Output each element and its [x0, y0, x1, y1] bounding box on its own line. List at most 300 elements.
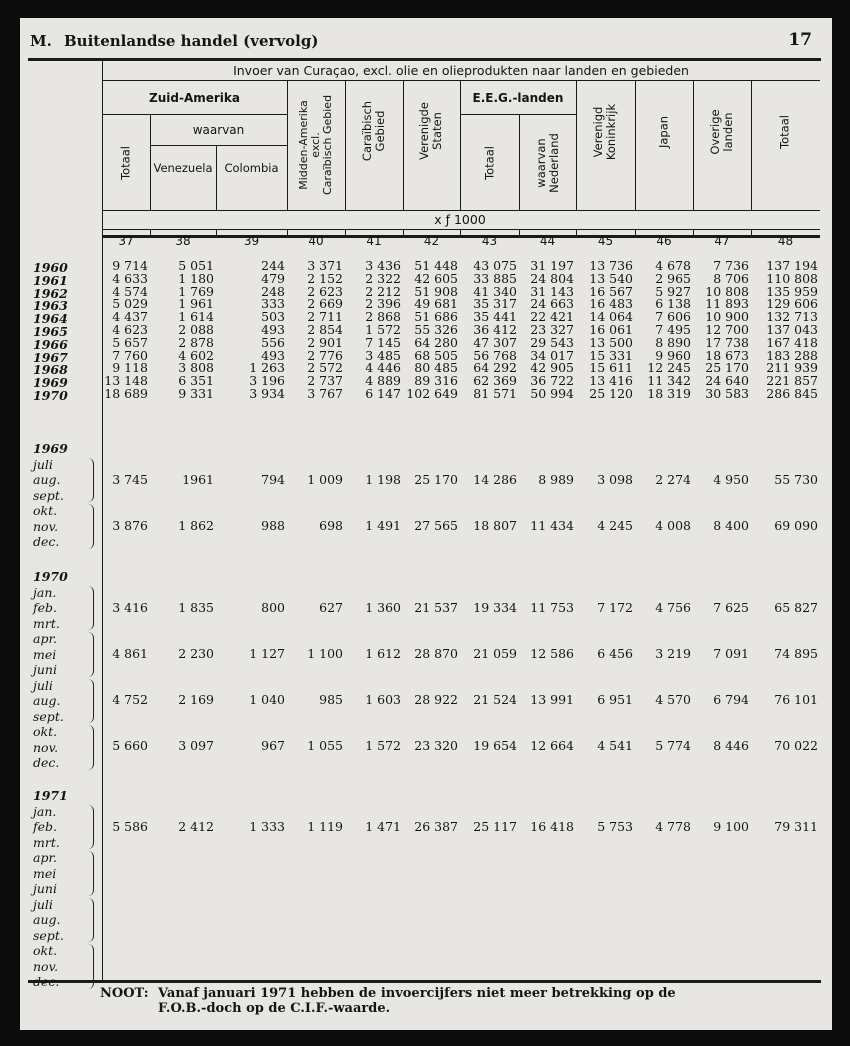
table-cell: 2 230 [178, 646, 214, 661]
table-cell: 4 446 [365, 360, 401, 376]
bracket [88, 898, 94, 943]
table-cell: 64 280 [414, 334, 458, 350]
table-cell: 36 412 [473, 322, 517, 337]
year-label: 1966 [33, 336, 68, 352]
table-cell: 25 120 [589, 386, 633, 401]
year-label: 1967 [33, 349, 68, 365]
col-divider [519, 114, 520, 210]
table-cell: 2 572 [307, 360, 343, 376]
table-cell: 74 895 [774, 646, 818, 661]
table-cell: 698 [319, 518, 343, 533]
table-cell: 2 412 [178, 819, 214, 834]
table-cell: 3 808 [178, 360, 214, 376]
table-cell: 137 194 [766, 258, 818, 273]
table-cell: 4 437 [112, 309, 148, 325]
col-divider [576, 80, 577, 210]
column-number: 38 [175, 234, 191, 248]
month-label: aug. [33, 693, 61, 708]
table-cell: 21 524 [473, 692, 517, 707]
table-cell: 794 [261, 472, 285, 487]
table-cell: 9 331 [178, 386, 214, 401]
table-cell: 7 172 [597, 600, 633, 615]
table-cell: 24 663 [530, 296, 574, 312]
table-cell: 135 959 [766, 283, 818, 299]
table-cell: 2 274 [655, 472, 691, 487]
table-cell: 3 196 [249, 373, 285, 389]
month-label: nov. [33, 739, 59, 755]
table-cell: 21 059 [473, 646, 517, 661]
year-label: 1960 [33, 260, 68, 275]
table-cell: 988 [261, 518, 285, 533]
year-label: 1968 [33, 362, 68, 378]
column-number: 45 [597, 234, 614, 248]
table-cell: 13 736 [589, 258, 633, 273]
col-divider [345, 80, 346, 210]
table-cell: 9 100 [713, 819, 749, 834]
table-cell: 4 778 [655, 819, 691, 834]
table-cell: 64 292 [473, 360, 517, 376]
table-cell: 12 586 [530, 646, 574, 661]
title-rule [102, 80, 820, 81]
group-rule [102, 114, 287, 115]
table-cell: 110 808 [766, 270, 818, 286]
year-label: 1963 [33, 298, 68, 314]
table-cell: 2 088 [178, 322, 214, 337]
table-cell: 8 400 [713, 518, 749, 533]
table-cell: 68 505 [414, 347, 458, 363]
table-cell: 6 351 [178, 373, 214, 389]
table-cell: 14 064 [589, 309, 633, 325]
bracket [88, 632, 94, 677]
column-number: 47 [714, 234, 730, 248]
table-cell: 137 043 [766, 322, 818, 337]
table-cell: 1 572 [365, 738, 401, 753]
table-cell: 2 901 [307, 334, 343, 350]
table-cell: 5 774 [655, 738, 691, 753]
table-cell: 18 673 [705, 347, 749, 363]
month-label: feb. [33, 819, 57, 834]
table-cell: 1 603 [365, 692, 401, 707]
col-midden-amerika: Midden-Amerika excl. Caraïbisch Gebied [297, 94, 334, 196]
table-cell: 13 416 [589, 373, 633, 389]
table-cell: 36 722 [530, 373, 574, 389]
table-cell: 3 098 [597, 472, 633, 487]
table-cell: 479 [261, 270, 285, 286]
table-cell: 13 500 [589, 334, 633, 350]
table-cell: 493 [261, 322, 285, 337]
table-cell: 6 456 [597, 646, 633, 661]
month-label: dec. [33, 755, 60, 770]
table-cell: 69 090 [774, 518, 818, 533]
table-cell: 7 091 [713, 646, 749, 661]
table-cell: 1 040 [249, 692, 285, 707]
table-cell: 42 905 [530, 360, 574, 376]
page-title: Buitenlandse handel (vervolg) [64, 32, 319, 50]
table-cell: 183 288 [766, 347, 818, 363]
table-cell: 1961 [182, 472, 214, 487]
table-cell: 7 760 [112, 347, 148, 363]
table-cell: 129 606 [766, 296, 818, 312]
table-cell: 65 827 [774, 600, 818, 615]
table-cell: 4 574 [112, 283, 148, 299]
year-label: 1971 [33, 788, 68, 803]
table-title: Invoer van Curaçao, excl. olie en olieprodukten naar landen en gebieden [233, 63, 689, 78]
table-cell: 1 127 [249, 646, 285, 661]
table-cell: 49 681 [414, 296, 458, 312]
table-cell: 18 689 [104, 386, 148, 401]
table-cell: 6 147 [365, 386, 401, 401]
table-cell: 31 143 [530, 283, 574, 299]
table-cell: 6 794 [713, 692, 749, 707]
table-cell: 2 737 [307, 373, 343, 389]
table-cell: 221 857 [766, 373, 818, 389]
col-verenigde-staten: Verenigde Staten [417, 102, 444, 160]
note-label: NOOT: [100, 986, 149, 1001]
table-cell: 50 994 [530, 386, 574, 401]
table-cell: 333 [261, 296, 285, 312]
month-label: aug. [33, 912, 61, 927]
table-cell: 10 900 [705, 309, 749, 325]
table-cell: 19 334 [473, 600, 517, 615]
table-cell: 5 753 [597, 819, 633, 834]
table-cell: 26 387 [414, 819, 458, 834]
table-cell: 5 657 [112, 334, 148, 350]
col-waarvan-nederland: waarvan Nederland [534, 133, 561, 193]
table-cell: 1 100 [307, 646, 343, 661]
note-line-1: Vanaf januari 1971 hebben de invoercijfers niet meer betrekking op de [158, 986, 676, 1001]
table-cell: 11 753 [530, 600, 574, 615]
year-label: 1964 [33, 311, 68, 327]
col-totaal: Totaal [118, 146, 133, 180]
table-cell: 7 736 [713, 258, 749, 273]
col-divider [635, 80, 636, 210]
table-cell: 19 654 [473, 738, 517, 753]
bottom-rule [28, 980, 821, 983]
table-cell: 15 611 [589, 360, 633, 376]
table-cell: 1 198 [365, 472, 401, 487]
column-number: 41 [366, 234, 382, 248]
unit-label: x ƒ 1000 [434, 212, 486, 227]
table-cell: 81 571 [473, 386, 517, 401]
table-cell: 16 061 [589, 322, 633, 337]
table-cell: 286 845 [766, 386, 818, 401]
table-cell: 3 219 [655, 646, 691, 661]
table-cell: 1 180 [178, 270, 214, 286]
table-cell: 7 606 [655, 309, 691, 325]
column-number: 37 [118, 234, 134, 248]
table-cell: 5 586 [112, 819, 148, 834]
table-cell: 22 421 [530, 309, 574, 325]
note-line-2: F.O.B.-doch op de C.I.F.-waarde. [158, 1001, 391, 1016]
table-cell: 4 245 [597, 518, 633, 533]
month-label: mei [33, 646, 57, 662]
col-venezuela: Venezuela [153, 161, 213, 175]
table-cell: 3 485 [365, 347, 401, 363]
group-eeg: E.E.G.-landen [472, 91, 564, 105]
table-cell: 28 870 [414, 646, 458, 661]
table-cell: 51 686 [414, 309, 458, 325]
page-header [30, 32, 820, 54]
table-cell: 2 669 [307, 296, 343, 312]
col-grand-totaal: Totaal [777, 115, 792, 149]
top-rule [28, 58, 821, 61]
table-cell: 1 360 [365, 600, 401, 615]
bracket [88, 851, 94, 896]
bracket [88, 725, 94, 770]
table-cell: 18 319 [647, 386, 691, 401]
month-label: mei [33, 865, 57, 881]
table-cell: 25 170 [414, 472, 458, 487]
table-cell: 15 331 [589, 347, 633, 363]
table-cell: 4 889 [365, 373, 401, 389]
column-number: 42 [423, 234, 440, 248]
year-label: 1970 [33, 388, 68, 403]
table-cell: 248 [261, 283, 285, 299]
table-cell: 4 861 [112, 646, 148, 661]
table-cell: 5 927 [655, 283, 691, 299]
table-cell: 16 483 [589, 296, 633, 312]
year-label: 1961 [33, 272, 68, 288]
table-cell: 51 448 [414, 258, 458, 273]
column-number: 40 [308, 234, 324, 248]
month-label: juli [33, 677, 53, 693]
col-divider [216, 145, 217, 210]
table-cell: 7 145 [365, 334, 401, 350]
table-cell: 16 418 [530, 819, 574, 834]
group-waarvan: waarvan [192, 123, 245, 137]
year-label: 1965 [33, 324, 68, 339]
table-cell: 4 756 [655, 600, 691, 615]
table-cell: 1 769 [178, 283, 214, 299]
table-cell: 13 148 [104, 373, 148, 389]
col-divider [693, 80, 694, 210]
month-label: mrt. [33, 615, 60, 631]
table-cell: 23 327 [530, 322, 574, 337]
col-overige-landen: Overige landen [708, 109, 735, 155]
table-cell: 244 [261, 258, 285, 273]
table-cell: 27 565 [414, 518, 458, 533]
table-cell: 56 768 [473, 347, 517, 363]
month-label: okt. [33, 943, 58, 958]
col-divider [403, 80, 404, 210]
table-cell: 80 485 [414, 360, 458, 376]
table-cell: 2 152 [307, 270, 343, 286]
table-cell: 18 807 [473, 518, 517, 533]
column-number: 44 [539, 234, 556, 248]
column-number: 46 [656, 234, 672, 248]
table-cell: 16 567 [589, 283, 633, 299]
table-cell: 1 333 [249, 819, 285, 834]
month-label: aug. [33, 472, 61, 487]
table-cell: 4 623 [112, 322, 148, 337]
table-cell: 17 738 [705, 334, 749, 350]
table-cell: 3 876 [112, 518, 148, 533]
col-divider [751, 80, 752, 210]
table-cell: 2 776 [307, 347, 343, 363]
col-eeg-totaal: Totaal [482, 146, 497, 180]
table-cell: 4 008 [655, 518, 691, 533]
table-cell: 967 [261, 738, 285, 753]
bracket [88, 504, 94, 549]
table-cell: 1 263 [249, 360, 285, 376]
table-cell: 24 804 [530, 270, 574, 286]
month-label: okt. [33, 724, 58, 739]
bracket [88, 805, 94, 850]
group-zuid-amerika: Zuid-Amerika [149, 91, 240, 105]
table-cell: 1 119 [307, 819, 343, 834]
table-cell: 167 418 [766, 334, 818, 350]
table-cell: 12 664 [530, 738, 574, 753]
table-cell: 2 868 [365, 309, 401, 325]
table-cell: 2 711 [307, 309, 343, 325]
table-cell: 6 138 [655, 296, 691, 312]
eeg-rule [460, 114, 576, 115]
table-cell: 4 950 [713, 472, 749, 487]
table-cell: 5 029 [112, 296, 148, 312]
month-label: jan. [33, 803, 57, 819]
table-cell: 35 317 [473, 296, 517, 312]
table-cell: 8 890 [655, 334, 691, 350]
table-cell: 21 537 [414, 600, 458, 615]
month-label: sept. [33, 708, 64, 724]
table-cell: 4 633 [112, 270, 148, 286]
table-cell: 1 572 [365, 322, 401, 337]
table-cell: 55 326 [414, 322, 458, 337]
table-cell: 31 197 [530, 258, 574, 273]
table-cell: 25 170 [705, 360, 749, 376]
col-caraibisch: Caraïbisch Gebied [360, 100, 387, 162]
month-label: jan. [33, 584, 57, 600]
table-cell: 1 614 [178, 309, 214, 325]
table-cell: 9 714 [112, 258, 148, 273]
table-cell: 51 908 [414, 283, 458, 299]
table-cell: 2 878 [178, 334, 214, 350]
table-cell: 35 441 [473, 309, 517, 325]
table-cell: 3 371 [307, 258, 343, 273]
table-cell: 8 706 [713, 270, 749, 286]
table-cell: 1 862 [178, 518, 214, 533]
table-cell: 3 097 [178, 738, 214, 753]
month-label: apr. [33, 850, 58, 865]
table-cell: 29 543 [530, 334, 574, 350]
table-cell: 2 623 [307, 283, 343, 299]
month-label: feb. [33, 600, 57, 615]
table-cell: 8 446 [713, 738, 749, 753]
table-cell: 4 570 [655, 692, 691, 707]
table-cell: 42 605 [414, 270, 458, 286]
year-label: 1969 [33, 375, 68, 391]
year-label: 1969 [33, 441, 68, 456]
col-japan: Japan [656, 115, 671, 149]
table-cell: 13 540 [589, 270, 633, 286]
table-cell: 12 700 [705, 322, 749, 337]
month-label: mrt. [33, 834, 60, 850]
waarvan-rule [150, 145, 287, 146]
table-cell: 55 730 [774, 472, 818, 487]
bracket [88, 458, 94, 503]
table-cell: 79 311 [774, 819, 818, 834]
column-number: 48 [777, 234, 794, 248]
month-label: nov. [33, 518, 59, 534]
table-cell: 12 245 [647, 360, 691, 376]
bracket [88, 679, 94, 724]
table-cell: 1 009 [307, 472, 343, 487]
column-number: 43 [481, 234, 498, 248]
table-cell: 6 951 [597, 692, 633, 707]
table-cell: 4 678 [655, 258, 691, 273]
table-cell: 11 342 [647, 373, 691, 389]
table-cell: 1 835 [178, 600, 214, 615]
table-cell: 11 434 [530, 518, 574, 533]
section-letter: M. [30, 32, 52, 50]
table-cell: 3 436 [365, 258, 401, 273]
month-label: apr. [33, 631, 58, 646]
table-cell: 8 989 [538, 472, 574, 487]
table-cell: 1 471 [365, 819, 401, 834]
col-verenigd-koninkrijk: Verenigd Koninkrijk [591, 103, 618, 161]
page [20, 18, 832, 1030]
table-cell: 9 960 [655, 347, 691, 363]
table-cell: 1 055 [307, 738, 343, 753]
year-label: 1970 [33, 569, 68, 584]
table-cell: 5 660 [112, 738, 148, 753]
month-label: sept. [33, 927, 64, 943]
table-cell: 3 416 [112, 600, 148, 615]
table-cell: 62 369 [473, 373, 517, 389]
bracket [88, 586, 94, 631]
table-cell: 33 885 [473, 270, 517, 286]
month-label: juli [33, 456, 53, 472]
month-label: juni [33, 881, 57, 896]
table-cell: 2 212 [365, 283, 401, 299]
table-cell: 2 965 [655, 270, 691, 286]
table-cell: 3 745 [112, 472, 148, 487]
col-colombia: Colombia [224, 161, 279, 175]
table-cell: 14 286 [473, 472, 517, 487]
table-cell: 2 396 [365, 296, 401, 312]
month-label: dec. [33, 534, 60, 549]
table-cell: 2 169 [178, 692, 214, 707]
table-cell: 47 307 [473, 334, 517, 350]
year-label: 1962 [33, 285, 68, 301]
table-cell: 28 922 [414, 692, 458, 707]
colnum-top-rule [102, 229, 820, 230]
table-cell: 70 022 [774, 738, 818, 753]
table-cell: 627 [319, 600, 343, 615]
table-cell: 2 322 [365, 270, 401, 286]
table-cell: 13 991 [530, 692, 574, 707]
table-cell: 5 051 [178, 258, 214, 273]
month-label: nov. [33, 958, 59, 974]
table-cell: 1 961 [178, 296, 214, 312]
table-cell: 4 541 [597, 738, 633, 753]
table-cell: 23 320 [414, 738, 458, 753]
table-cell: 4 752 [112, 692, 148, 707]
month-label: dec. [33, 974, 60, 989]
table-cell: 132 713 [766, 309, 818, 325]
table-cell: 1 612 [365, 646, 401, 661]
table-cell: 34 017 [530, 347, 574, 363]
table-cell: 3 767 [307, 386, 343, 401]
table-cell: 7 625 [713, 600, 749, 615]
table-cell: 11 893 [705, 296, 749, 312]
table-cell: 503 [261, 309, 285, 325]
table-cell: 985 [319, 692, 343, 707]
col-divider [287, 80, 288, 210]
table-cell: 556 [261, 334, 285, 350]
table-cell: 3 934 [249, 386, 285, 401]
table-cell: 1 491 [365, 518, 401, 533]
